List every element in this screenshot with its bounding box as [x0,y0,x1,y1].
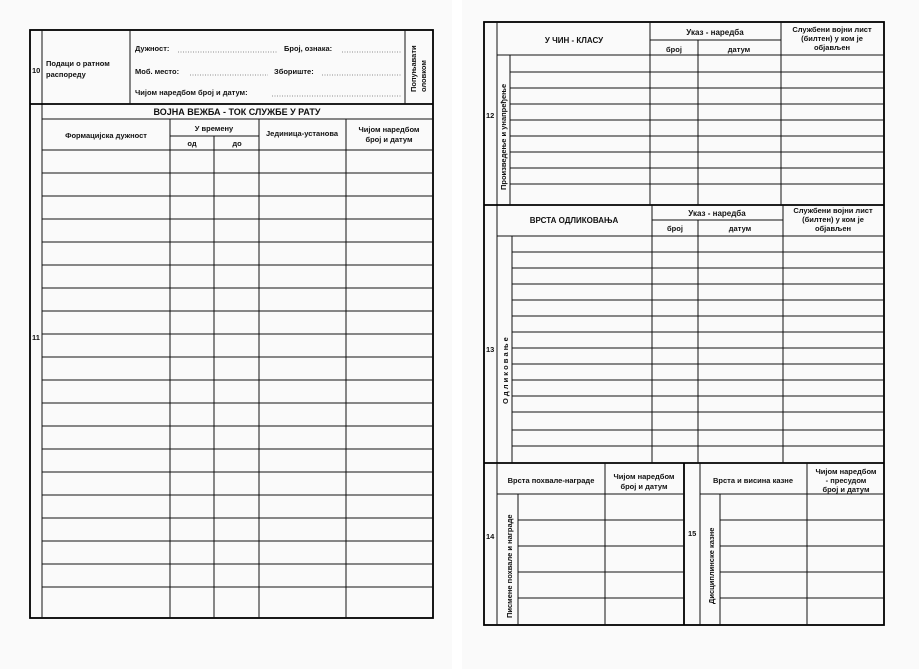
col-duty-header: Формацијска дужност [65,131,147,140]
s14-col-order-2: број и датум [620,482,668,491]
order-label: Чијом наредбом број и датум: [135,88,248,97]
s14-side-label: Писмене похвале и награде [505,514,514,618]
section10-label-1: Подаци о ратном [46,59,110,68]
s13-col-number: број [667,224,683,233]
page-gutter [452,0,462,669]
side-note-1: Попуњавати [409,45,418,92]
section14-rows[interactable] [518,520,684,598]
section10-label-2: распореду [46,70,86,79]
s15-col-order-3: број и датум [822,485,870,494]
s15-col-type: Врста и висина казне [712,476,794,485]
s14-col-order-1: Чијом наредбом [613,472,675,481]
s12-col-rank: У ЧИН - КЛАСУ [544,36,604,45]
col-time-header: У времену [194,124,234,133]
s13-col-type: ВРСТА ОДЛИКОВАЊА [529,216,619,225]
s13-col-date: датум [728,224,752,233]
s12-col-date: датум [727,45,751,54]
s12-col-decree: Указ - наредба [686,28,744,37]
s13-side-label: О д л и к о в а њ е [501,337,510,404]
s12-col-gazette-1: Службени војни лист [792,25,872,34]
section11-title: ВОЈНА ВЕЖБА - ТОК СЛУЖБЕ У РАТУ [153,107,321,117]
s14-col-type: Врста похвале-награде [507,476,595,485]
col-from-header: од [187,139,197,148]
right-page [462,0,919,669]
section15-number: 15 [688,529,697,538]
s15-side-label: Дисциплинске казне [707,527,716,604]
s13-col-gazette-1: Службени војни лист [793,206,873,215]
left-form [0,0,452,669]
s15-col-order-2: - пресудом [825,476,867,485]
s13-col-decree: Указ - наредба [688,209,746,218]
right-form [462,0,919,669]
assembly-label: Збориште: [274,67,314,76]
col-order-header-1: Чијом наредбом [358,125,420,134]
s13-col-gazette-3: објављен [814,224,852,233]
s12-col-gazette-3: објављен [813,43,851,52]
number-mark-label: Број, ознака: [284,44,333,53]
s12-col-number: број [666,45,682,54]
left-form-frame [30,30,433,618]
duty-label: Дужност: [135,44,170,53]
col-to-header: до [232,139,242,148]
section12-rows[interactable] [510,72,884,184]
section11-number: 11 [32,333,40,342]
col-unit-header: Јединица-установа [265,129,339,138]
s13-col-gazette-2: (билтен) у ком је [802,215,864,224]
section12-number: 12 [486,111,495,120]
s15-col-order-1: Чијом наредбом [815,467,877,476]
section10-number: 10 [32,66,41,75]
section15-rows[interactable] [720,520,884,598]
section13-number: 13 [486,345,495,354]
s12-col-gazette-2: (билтен) у ком је [801,34,863,43]
side-note-2: оловком [419,60,428,92]
section11-rows[interactable] [42,150,433,587]
left-page [0,0,452,669]
mob-place-label: Моб. место: [135,67,180,76]
s12-side-label: Произведење и унапређење [499,83,508,190]
section14-number: 14 [486,532,495,541]
col-order-header-2: број и датум [365,135,413,144]
